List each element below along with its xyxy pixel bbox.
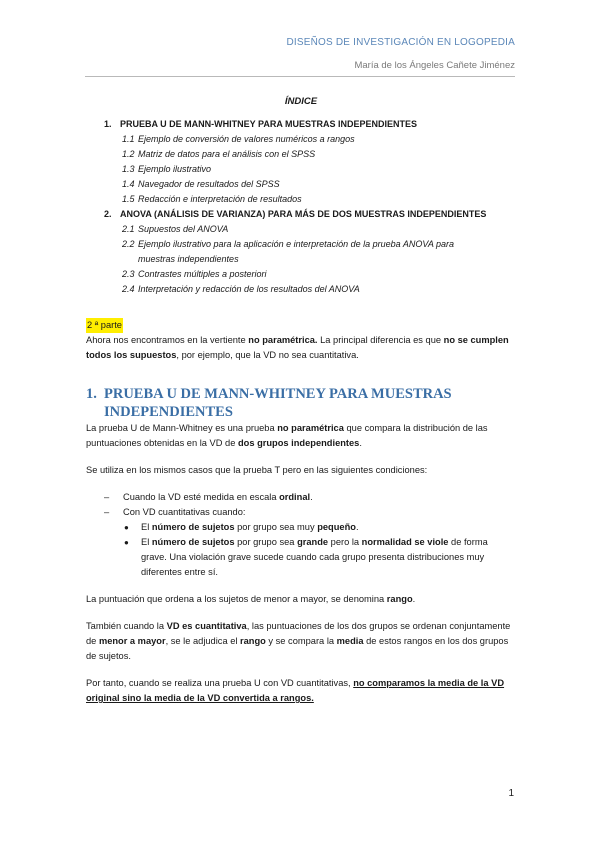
- toc-item: 2.3 Contrastes múltiples a posteriori: [122, 269, 267, 279]
- toc-item: 2. ANOVA (ANÁLISIS DE VARIANZA) PARA MÁS DE DOS MUESTRAS INDEPENDIENTES: [104, 209, 487, 219]
- paragraph-definition: La prueba U de Mann-Whitney es una prueba no paramétrica que compara la distribución de las puntuaciones obtenidas en la VD de dos grupos independientes.: [86, 423, 488, 448]
- list-item-quantitative: – Con VD cuantitativas cuando:: [104, 507, 246, 517]
- paragraph-conditions: Se utiliza en los mismos casos que la prueba T pero en las siguientes condiciones:: [86, 465, 428, 475]
- header-divider: [85, 76, 515, 77]
- part-label-row: [86, 318, 516, 333]
- toc-item: 1.5 Redacción e interpretación de resultados: [122, 194, 302, 204]
- bullet-icon: ●: [124, 523, 129, 532]
- page-body: [86, 94, 516, 706]
- toc-item: 2.1 Supuestos del ANOVA: [122, 224, 229, 234]
- toc-item: 1.1 Ejemplo de conversión de valores numéricos a rangos: [122, 134, 355, 144]
- paragraph-conclusion: Por tanto, cuando se realiza una prueba U con VD cuantitativas, no comparamos la media de la VD original sino la media de la VD convertida a rangos.: [86, 678, 505, 703]
- section-heading: 1. PRUEBA U DE MANN-WHITNEY PARA MUESTRAS INDEPENDIENTES: [86, 386, 452, 420]
- bullet-icon: ●: [124, 538, 129, 547]
- toc-item: 1.2 Matriz de datos para el análisis con el SPSS: [122, 149, 316, 159]
- running-header-author: María de los Ángeles Cañete Jiménez: [354, 60, 515, 71]
- section-number: 1.: [86, 386, 97, 402]
- paragraph-vd-cuantitativa: También cuando la VD es cuantitativa, las puntuaciones de los dos grupos se ordenan conjuntamente de menor a mayor, se le adjudica el rango y se compara la media de estos rangos en los dos grupos de sujetos.: [86, 621, 511, 661]
- toc-item: 2.4 Interpretación y redacción de los resultados del ANOVA: [122, 284, 360, 294]
- toc-item: 1.4 Navegador de resultados del SPSS: [122, 179, 280, 189]
- toc-item: 2.2 Ejemplo ilustrativo para la aplicación e interpretación de la prueba ANOVA para: [122, 239, 455, 249]
- page-number: 1: [508, 788, 514, 799]
- list-item-ordinal: – Cuando la VD esté medida en escala ordinal.: [104, 492, 313, 502]
- part-label: 2 ª parte: [86, 318, 123, 333]
- table-of-contents: [86, 117, 516, 297]
- toc-item: 1.3 Ejemplo ilustrativo: [122, 164, 212, 174]
- bullet-large-sample: ● El número de sujetos por grupo sea grande pero la normalidad se viole de forma grave. Una violación grave sucede cuando cada grupo presenta distribuciones muy diferentes entre sí.: [124, 537, 488, 577]
- bullet-small-sample: ● El número de sujetos por grupo sea muy pequeño.: [86, 520, 516, 535]
- toc-title: ÍNDICE: [284, 96, 318, 107]
- paragraph-rango: La puntuación que ordena a los sujetos de menor a mayor, se denomina rango.: [86, 594, 416, 604]
- part-intro: Ahora nos encontramos en la vertiente no paramétrica. La principal diferencia es que no se cumplen todos los supuestos, por ejemplo, que la VD no sea cuantitativa.: [86, 335, 509, 360]
- toc-item: 1. PRUEBA U DE MANN-WHITNEY PARA MUESTRAS INDEPENDIENTES: [104, 119, 418, 129]
- running-header-title: DISEÑOS DE INVESTIGACIÓN EN LOGOPEDIA: [286, 37, 515, 48]
- toc-item: muestras independientes: [138, 254, 239, 264]
